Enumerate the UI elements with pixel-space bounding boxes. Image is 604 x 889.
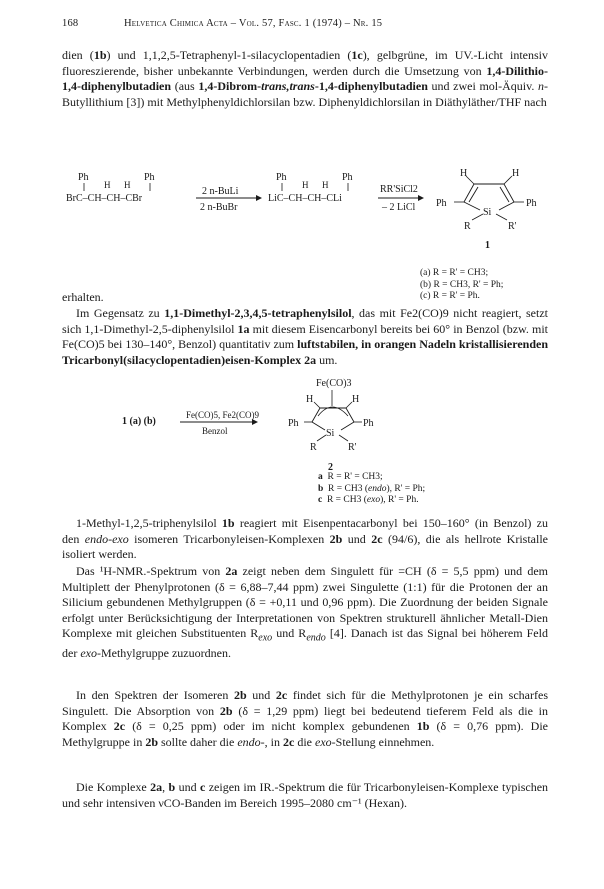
silicon-label: Si: [326, 428, 335, 439]
text-span: In den Spektren der Isomeren: [76, 688, 234, 702]
text-span: mit diesem Eisencarbonyl bereits bei 60° in Benzol (bzw. mit Fe(CO)5 bei 130–140°, Benzol) quantitativ zum: [62, 321, 549, 352]
legend-letter: c: [318, 495, 323, 505]
text-span: -Methylgruppe zuzuordnen.: [96, 646, 231, 661]
hydrogen-label: H: [322, 180, 329, 190]
iron-carbonyl-label: Fe(CO)3: [316, 378, 352, 389]
phenyl-label: Ph: [363, 418, 374, 429]
compound-ref: 1a: [237, 321, 250, 336]
bold-term: 1,4-Dibrom-: [198, 79, 262, 94]
compound-ref: 2c: [371, 531, 383, 546]
bold-term: luftstabilen, in orangen Nadeln kristallisierenden Tricarbonyl(silacyclopentadien)eisen-Komplex: [62, 337, 548, 367]
legend-letter: b: [318, 483, 324, 494]
text-span: ), gelbgrüne, im UV.-Licht intensiv fluoreszierende, bisher unbekannte Verbindungen, werden durch die Umsetzung von: [62, 48, 549, 78]
text-span: (aus: [171, 79, 199, 94]
hydrogen-label: H: [352, 394, 360, 405]
compound-number: 2: [328, 462, 333, 473]
legend-italic: endo: [367, 483, 387, 494]
legend-text: R = CH3 (: [328, 483, 368, 494]
compound-ref: 1b: [416, 719, 430, 734]
compound-ref: 2a: [225, 564, 238, 578]
text-span: (94/6), die als hellrote Kristalle isoliert werden.: [62, 531, 549, 562]
paragraph-1: [62, 48, 548, 110]
hydrogen-label: H: [512, 168, 520, 179]
bold-term: 1,4-Dilithio-1,4-diphenylbutadien: [62, 63, 548, 94]
text-span: 1-Methyl-1,2,5-triphenylsilol: [76, 516, 222, 530]
compound-ref: 1c: [351, 48, 363, 62]
paragraph-6: [62, 780, 548, 811]
compound-ref: 2b: [145, 734, 159, 749]
phenyl-label: Ph: [436, 198, 447, 209]
compound-ref: 2c: [283, 734, 295, 749]
text-span: (δ = 0,76 ppm). Die Methylgruppe in: [62, 719, 548, 749]
text-span: und: [175, 780, 200, 794]
phenyl-label: Ph: [342, 172, 353, 183]
scheme-2-legend: [318, 472, 425, 507]
compound-ref: 1b: [221, 516, 235, 530]
italic-term: trans,trans: [261, 79, 315, 94]
text-span: und: [342, 531, 372, 546]
hydrogen-label: H: [460, 168, 468, 179]
scheme-1-drawing: [62, 168, 548, 268]
paragraph-2: [62, 306, 548, 368]
compound-ref: 2c: [275, 688, 288, 702]
italic-term: exo: [80, 646, 97, 661]
page-number: 168: [62, 18, 79, 29]
text-span: isomeren Tricarbonyleisen-Komplexen: [128, 531, 330, 546]
substituent-r: R: [310, 442, 317, 453]
legend-text: ), R' = Ph;: [386, 483, 426, 494]
byproduct-label: 2 n-BuBr: [200, 202, 238, 213]
text-span: [4]. Danach ist das Signal bei höherem Feld der: [62, 626, 548, 661]
compound-ref: 2b: [329, 531, 343, 546]
text-span: Das ¹H-NMR.-Spektrum von: [76, 564, 226, 578]
reaction-scheme-2: [62, 378, 548, 478]
text-span: -Stellung einnehmen.: [331, 734, 435, 749]
italic-term: endo: [237, 734, 261, 749]
subscript: endo: [306, 632, 326, 644]
substituent-r: R: [464, 221, 471, 232]
running-header: [62, 18, 548, 34]
legend-text: R = R' = CH3;: [327, 472, 383, 482]
solvent-label: Benzol: [202, 426, 228, 436]
hydrogen-label: H: [104, 180, 111, 190]
text-span: und: [246, 688, 276, 702]
compound-ref: 2c: [113, 719, 126, 734]
compound-ref: 2a: [304, 352, 317, 367]
text-span: -, in: [260, 734, 283, 749]
legend-item: [318, 495, 425, 507]
text-span: reagiert mit Eisenpentacarbonyl bei 150–160° (in Benzol) zu den: [62, 516, 548, 546]
legend-italic: exo: [366, 495, 381, 505]
erhalten-line: [62, 290, 548, 306]
reaction-scheme-1: [62, 168, 548, 268]
substituent-r-prime: R': [508, 221, 517, 232]
italic-term: exo: [315, 734, 332, 749]
subscript: exo: [258, 632, 273, 644]
italic-term: endo-exo: [84, 531, 129, 546]
reagent-label: 2 n-BuLi: [202, 186, 239, 197]
phenyl-label: Ph: [276, 172, 287, 183]
compound-ref: 1b: [93, 48, 107, 62]
legend-item: (b) R = CH3, R' = Ph;: [420, 279, 504, 290]
text-span: ) und 1,1,2,5-Tetraphenyl-1-silacyclopentadien (: [106, 48, 352, 62]
text-span: dien (: [62, 48, 94, 62]
legend-letter: a: [318, 472, 323, 482]
bold-term: -1,4-diphenylbutadien: [314, 79, 428, 94]
reagent-label: Fe(CO)5, Fe2(CO)9: [186, 410, 259, 420]
compound-ref: b: [168, 780, 176, 794]
phenyl-label: Ph: [144, 172, 155, 183]
legend-item: [318, 484, 425, 496]
compound-ref: 2b: [219, 703, 233, 718]
italic-term: n: [538, 79, 544, 94]
paragraph-5: [62, 688, 548, 750]
reagent-label: RR'SiCl2: [380, 184, 418, 195]
legend-item: (a) R = R' = CH3;: [420, 268, 489, 278]
phenyl-label: Ph: [526, 198, 537, 209]
text-span: die: [294, 734, 315, 749]
compound-ref: c: [200, 780, 206, 794]
scheme-2-drawing: [62, 378, 548, 478]
starting-material: BrC–CH–CH–CBr: [66, 193, 143, 204]
paragraph-4: [62, 564, 548, 662]
text-span: (δ = 1,29 ppm) liegt bei bedeutend tieferem Feld als die in Komplex: [62, 703, 548, 734]
dilithio-intermediate: LiC–CH–CH–CLi: [268, 193, 342, 204]
starting-compound: 1 (a) (b): [122, 416, 156, 427]
legend-item: (c) R = R' = Ph.: [420, 291, 480, 301]
hydrogen-label: H: [306, 394, 314, 405]
legend-text: R = CH3 (: [326, 495, 367, 505]
running-title: Helvetica Chimica Acta – Vol. 57, Fasc. 1 (1974) – Nr. 15: [124, 18, 383, 29]
text-span: (δ = 0,25 ppm) oder im nicht komplex gebundenen: [125, 719, 417, 734]
byproduct-label: – 2 LiCl: [382, 202, 416, 213]
hydrogen-label: H: [124, 180, 131, 190]
text-span: und zwei mol-Äquiv.: [427, 79, 538, 94]
hydrogen-label: H: [302, 180, 309, 190]
text-span: Die Komplexe: [76, 780, 151, 794]
text-span: findet sich für die Methylprotonen je ein scharfes Singulett. Die Absorption von: [62, 688, 548, 718]
text-span: -Butyllithium [3]) mit Methylphenyldichlorsilan bzw. Diphenyldichlorsilan in Diäthyläther/THF nach: [62, 79, 548, 109]
text-span: , das mit Fe2(CO)9 nicht reagiert, setzt sich 1,1-Dimethyl-2,5-diphenylsilol: [62, 306, 548, 336]
text-span: und R: [272, 626, 307, 641]
text-span: Im Gegensatz zu: [76, 306, 165, 320]
text-span: um.: [316, 352, 338, 367]
compound-ref: 2a: [150, 780, 163, 794]
phenyl-label: Ph: [288, 418, 299, 429]
legend-item: [318, 472, 425, 484]
legend-text: ), R' = Ph.: [380, 495, 419, 505]
silicon-label: Si: [483, 207, 492, 218]
phenyl-label: Ph: [78, 172, 89, 183]
bold-term: 1,1-Dimethyl-2,3,4,5-tetraphenylsilol: [164, 306, 352, 320]
paragraph-3: [62, 516, 548, 563]
text-span: ,: [162, 780, 169, 794]
text-span: zeigen im IR.-Spektrum die für Tricarbonyleisen-Komplexe typischen und sehr intensiven νCO-Banden im Bereich 1995–2080 cm⁻¹ (Hexan).: [62, 780, 549, 810]
compound-number: 1: [485, 240, 490, 251]
compound-ref: 2b: [233, 688, 247, 702]
substituent-r-prime: R': [348, 442, 357, 453]
text-span: sollte daher die: [158, 734, 238, 749]
text-span: erhalten.: [62, 290, 104, 304]
text-span: zeigt neben dem Singulett für =CH (δ = 5,5 ppm) und dem Multiplett der Phenylprotonen (δ = 6,88–7,44 ppm) zwei Singulette (1:1) für die Protonen der an Silicium gebundenen Methylgruppen (δ = +0,11 und 0,96 ppm). Die Zuordnung der beiden Signale erfolgt unter Berücksichtigung der Interpretationen von Spektren strukturell ähnlicher Metall-Dien Komplexe mit gleichen Substituenten R: [62, 564, 548, 641]
